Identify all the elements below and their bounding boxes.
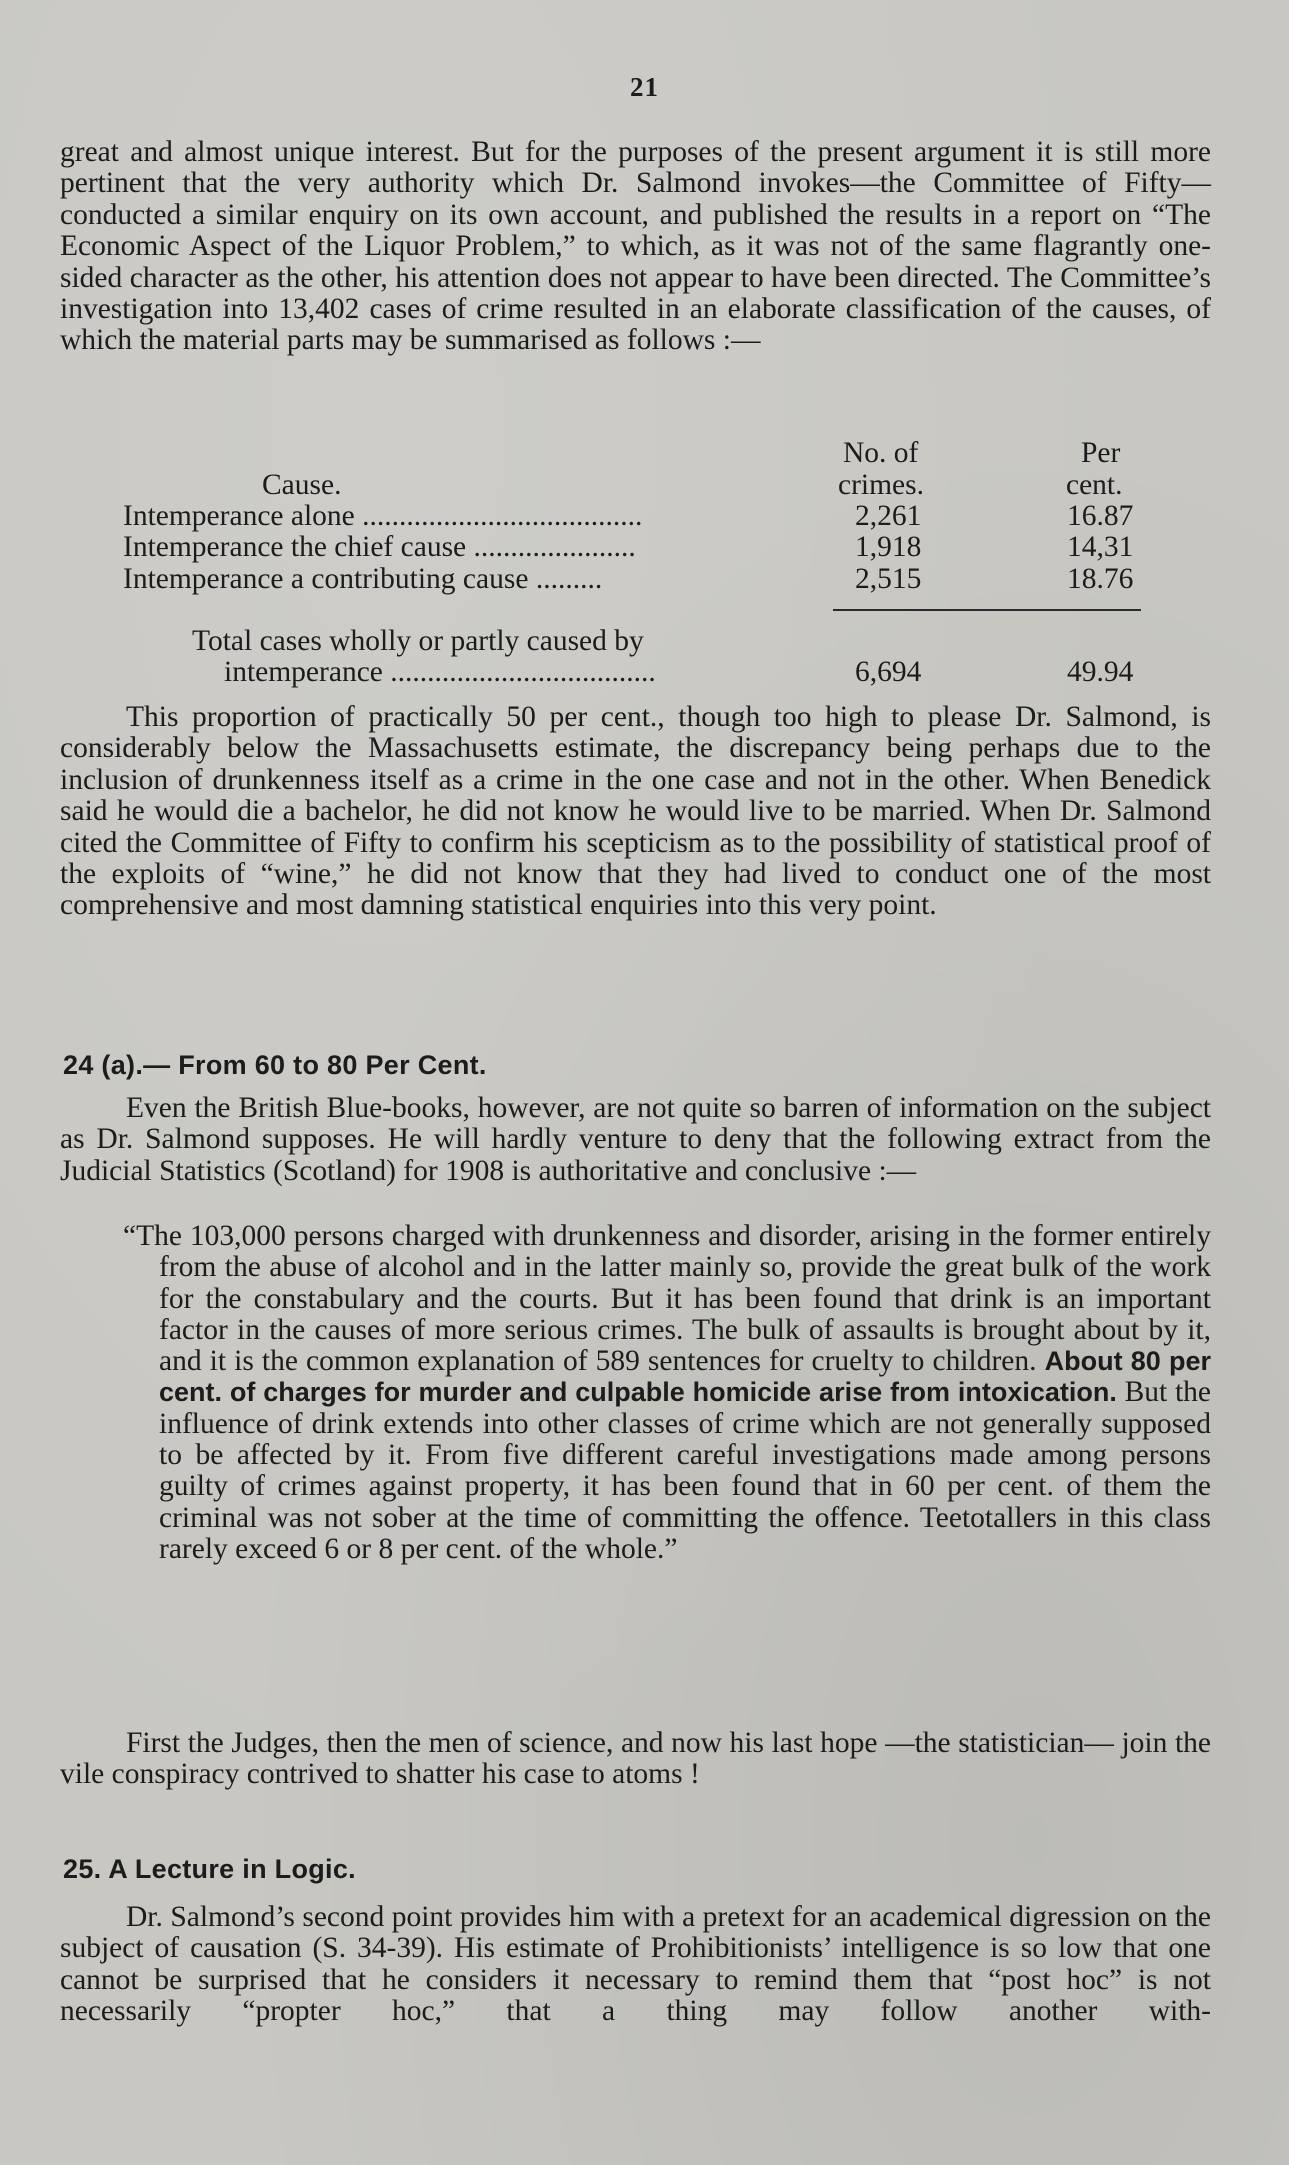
paragraph-conspiracy: [60, 1728, 1211, 1791]
table-header-no-line2: crimes.: [838, 469, 925, 501]
quote-text-2: But the influence of drink extends into other classes of crime which are not generally supposed to be affected by it. From five different careful investigations made among persons guilty of crimes against property, it has been found that in 60 per cent. of them the criminal was not sober at the time of committing the offence. Teetotallers in this class rarely exceed 6 or 8 per cent. of the whole.”: [159, 1376, 1212, 1565]
paragraph-proportion: [60, 702, 1211, 922]
quote-bold-text: About 80 per cent. of charges for murder and culpable homicide arise from intoxication.: [159, 1346, 1212, 1408]
paragraph-logic-text: Dr. Salmond’s second point provides him with a pretext for an academical digression on the subject of causation (S. 34-39). His estimate of Prohibitionists’ intelligence is so low that one cannot be surprised that he considers it necessary to remind them that “post hoc” is not necessarily “propter hoc,” that a thing may follow another with-: [60, 1901, 1211, 2028]
paragraph-blue-books-text: Even the British Blue-books, however, are not quite so barren of information on the subject as Dr. Salmond supposes. He will hardly venture to deny that the following extract from the Judicial Statistics (Scotland) for 1908 is authoritative and conclusive :—: [60, 1092, 1211, 1187]
table-total-row: [0, 656, 1289, 688]
row-cause: Intemperance the chief cause: [123, 531, 467, 563]
quote-text-1: “The 103,000 persons charged with drunkenness and disorder, arising in the former entirely from the abuse of alcohol and in the latter mainly so, provide the great bulk of the work for the constabulary and the courts. But it has been found that drink is an important factor in the causes of more serious crimes. The bulk of assaults is brought about by it, and it is the common explanation of 589 sentences for cruelty to children.: [123, 1220, 1211, 1378]
row-percent: 18.76: [1067, 563, 1134, 595]
total-label-cont: intemperance: [224, 656, 383, 688]
table-total-row-line1: [0, 625, 1289, 657]
paragraph-intro: [60, 137, 1211, 357]
table-row: [0, 500, 1289, 532]
leader-dots: ......................: [466, 531, 636, 563]
row-cause: Intemperance alone: [123, 500, 355, 532]
paragraph-conspiracy-text: First the Judges, then the men of science, and now his last hope —the statistician— join the vile conspiracy contrived to shatter his case to atoms !: [60, 1727, 1211, 1791]
table-header-pct-line1: Per: [1081, 437, 1121, 469]
table-row: [0, 531, 1289, 563]
section-heading-25: 25. A Lecture in Logic.: [63, 1854, 356, 1884]
leader-dots: ....................................: [382, 656, 656, 688]
paragraph-intro-text: great and almost unique interest. But for the purposes of the present argument it is still more pertinent that the very authority which Dr. Salmond invokes—the Committee of Fifty—conducted a similar enquiry on its own account, and published the results in a report on “The Economic Aspect of the Liquor Problem,” to which, as it was not of the same flagrantly one-sided character as the other, his attention does not appear to have been directed. The Committee’s investigation into 13,402 cases of crime resulted in an elaborate classification of the causes, of which the material parts may be summarised as follows :—: [60, 136, 1211, 357]
total-label: Total cases wholly or partly caused by: [192, 625, 644, 657]
row-number: 2,515: [855, 563, 922, 595]
block-quote: [123, 1221, 1211, 1565]
paragraph-logic: [60, 1902, 1211, 2028]
row-percent: 14,31: [1067, 531, 1134, 563]
table-row: [0, 563, 1289, 595]
table-header-no-line1: No. of: [843, 437, 919, 469]
total-number: 6,694: [855, 656, 922, 688]
total-percent: 49.94: [1067, 656, 1134, 688]
table-header-pct-line2: cent.: [1066, 469, 1123, 501]
section-heading-24a: 24 (a).— From 60 to 80 Per Cent.: [63, 1050, 487, 1080]
row-number: 1,918: [855, 531, 922, 563]
leader-dots: ......................................: [354, 500, 643, 532]
row-cause: Intemperance a contributing cause: [123, 563, 529, 595]
paragraph-blue-books: [60, 1093, 1211, 1187]
page-number: 21: [630, 72, 659, 102]
row-number: 2,261: [855, 500, 922, 532]
table-rule: [833, 609, 1141, 611]
leader-dots: .........: [528, 563, 603, 595]
row-percent: 16.87: [1067, 500, 1134, 532]
paragraph-proportion-text: This proportion of practically 50 per cent., though too high to please Dr. Salmond, is considerably below the Massachusetts estimate, the discrepancy being perhaps due to the inclusion of drunkenness itself as a crime in the one case and not in the other. When Benedick said he would die a bachelor, he did not know he would live to be married. When Dr. Salmond cited the Committee of Fifty to confirm his scepticism as to the possibility of statistical proof of the exploits of “wine,” he did not know that they had lived to conduct one of the most comprehensive and most damning statistical enquiries into this very point.: [60, 701, 1211, 922]
table-header-cause: Cause.: [262, 469, 342, 501]
